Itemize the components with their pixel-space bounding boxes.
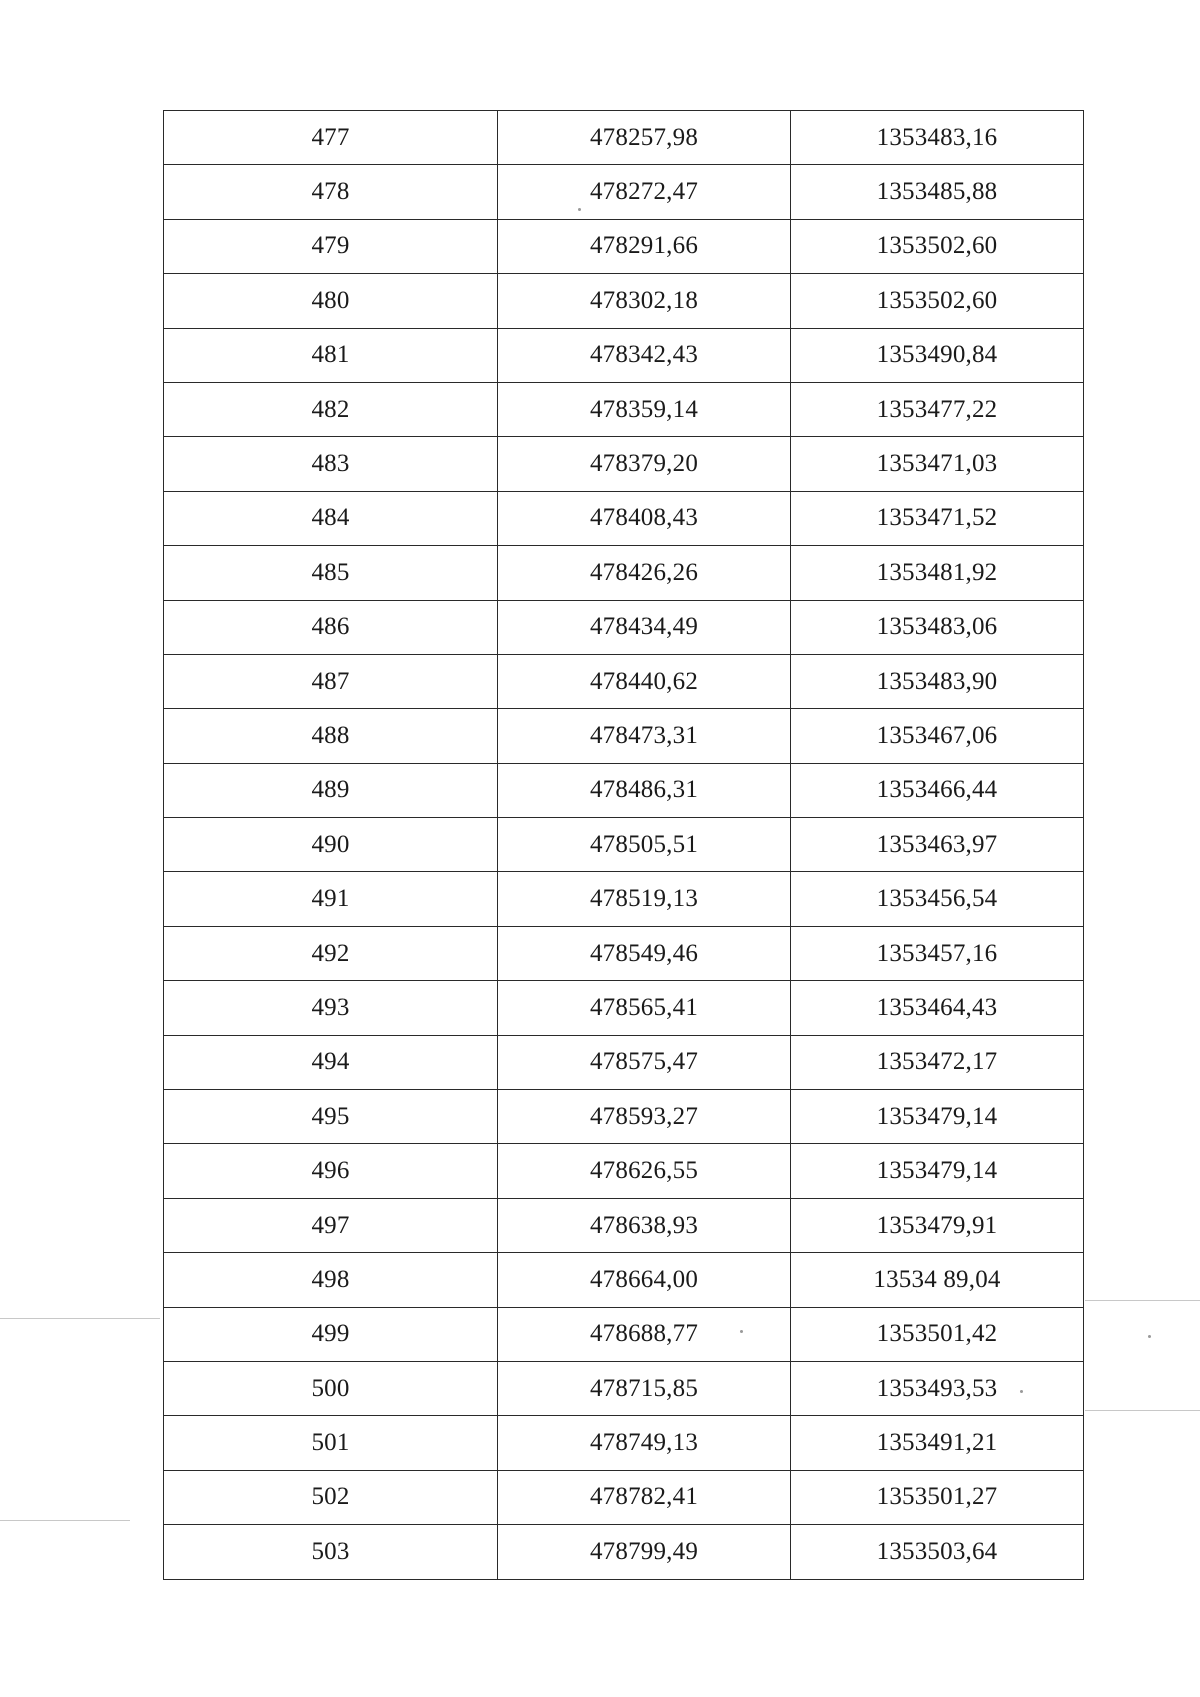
y-coordinate-cell: 1353483,06 <box>791 600 1084 654</box>
x-coordinate-cell: 478505,51 <box>498 818 791 872</box>
scan-artifact-line <box>0 1318 160 1319</box>
x-coordinate-cell: 478664,00 <box>498 1253 791 1307</box>
y-coordinate-cell: 1353479,14 <box>791 1090 1084 1144</box>
x-coordinate-cell: 478342,43 <box>498 328 791 382</box>
table-row <box>164 382 1084 436</box>
y-coordinate-cell: 1353502,60 <box>791 274 1084 328</box>
table-row <box>164 437 1084 491</box>
table-row <box>164 872 1084 926</box>
x-coordinate-cell: 478486,31 <box>498 763 791 817</box>
x-coordinate-cell: 478715,85 <box>498 1361 791 1415</box>
point-number-cell: 488 <box>164 709 498 763</box>
table-row <box>164 926 1084 980</box>
table-row <box>164 491 1084 545</box>
point-number-cell: 491 <box>164 872 498 926</box>
point-number-cell: 481 <box>164 328 498 382</box>
point-number-cell: 487 <box>164 654 498 708</box>
point-number-cell: 484 <box>164 491 498 545</box>
y-coordinate-cell: 1353479,91 <box>791 1198 1084 1252</box>
x-coordinate-cell: 478379,20 <box>498 437 791 491</box>
x-coordinate-cell: 478473,31 <box>498 709 791 763</box>
table-row <box>164 600 1084 654</box>
table-row <box>164 1090 1084 1144</box>
y-coordinate-cell: 1353503,64 <box>791 1525 1084 1579</box>
x-coordinate-cell: 478359,14 <box>498 382 791 436</box>
point-number-cell: 498 <box>164 1253 498 1307</box>
y-coordinate-cell: 1353479,14 <box>791 1144 1084 1198</box>
table-row <box>164 165 1084 219</box>
table-row <box>164 219 1084 273</box>
point-number-cell: 499 <box>164 1307 498 1361</box>
table-row <box>164 1361 1084 1415</box>
point-number-cell: 477 <box>164 111 498 165</box>
x-coordinate-cell: 478434,49 <box>498 600 791 654</box>
y-coordinate-cell: 1353477,22 <box>791 382 1084 436</box>
y-coordinate-cell: 1353493,53 <box>791 1361 1084 1415</box>
table-row <box>164 328 1084 382</box>
table-row <box>164 654 1084 708</box>
x-coordinate-cell: 478302,18 <box>498 274 791 328</box>
point-number-cell: 492 <box>164 926 498 980</box>
x-coordinate-cell: 478257,98 <box>498 111 791 165</box>
point-number-cell: 496 <box>164 1144 498 1198</box>
scan-artifact-line <box>0 1520 130 1521</box>
point-number-cell: 503 <box>164 1525 498 1579</box>
table-row <box>164 763 1084 817</box>
y-coordinate-cell: 1353456,54 <box>791 872 1084 926</box>
point-number-cell: 480 <box>164 274 498 328</box>
scan-artifact-line <box>1085 1410 1200 1411</box>
point-number-cell: 502 <box>164 1470 498 1524</box>
y-coordinate-cell: 13534 89,04 <box>791 1253 1084 1307</box>
table-row <box>164 546 1084 600</box>
table-row <box>164 818 1084 872</box>
y-coordinate-cell: 1353491,21 <box>791 1416 1084 1470</box>
point-number-cell: 493 <box>164 981 498 1035</box>
x-coordinate-cell: 478749,13 <box>498 1416 791 1470</box>
point-number-cell: 497 <box>164 1198 498 1252</box>
point-number-cell: 501 <box>164 1416 498 1470</box>
y-coordinate-cell: 1353502,60 <box>791 219 1084 273</box>
y-coordinate-cell: 1353463,97 <box>791 818 1084 872</box>
table-row <box>164 709 1084 763</box>
table-row <box>164 1198 1084 1252</box>
table-row <box>164 1253 1084 1307</box>
point-number-cell: 486 <box>164 600 498 654</box>
x-coordinate-cell: 478782,41 <box>498 1470 791 1524</box>
y-coordinate-cell: 1353457,16 <box>791 926 1084 980</box>
x-coordinate-cell: 478440,62 <box>498 654 791 708</box>
y-coordinate-cell: 1353483,16 <box>791 111 1084 165</box>
coordinates-table <box>163 110 1084 1580</box>
x-coordinate-cell: 478593,27 <box>498 1090 791 1144</box>
point-number-cell: 490 <box>164 818 498 872</box>
x-coordinate-cell: 478519,13 <box>498 872 791 926</box>
x-coordinate-cell: 478272,47 <box>498 165 791 219</box>
table-row <box>164 1035 1084 1089</box>
table-row <box>164 1416 1084 1470</box>
y-coordinate-cell: 1353467,06 <box>791 709 1084 763</box>
x-coordinate-cell: 478799,49 <box>498 1525 791 1579</box>
table-row <box>164 1307 1084 1361</box>
y-coordinate-cell: 1353464,43 <box>791 981 1084 1035</box>
point-number-cell: 483 <box>164 437 498 491</box>
y-coordinate-cell: 1353481,92 <box>791 546 1084 600</box>
coordinates-table-body <box>164 111 1084 1580</box>
y-coordinate-cell: 1353501,27 <box>791 1470 1084 1524</box>
point-number-cell: 479 <box>164 219 498 273</box>
x-coordinate-cell: 478575,47 <box>498 1035 791 1089</box>
table-row <box>164 981 1084 1035</box>
y-coordinate-cell: 1353485,88 <box>791 165 1084 219</box>
point-number-cell: 478 <box>164 165 498 219</box>
y-coordinate-cell: 1353490,84 <box>791 328 1084 382</box>
scan-artifact-line <box>1085 1300 1200 1301</box>
table-row <box>164 1470 1084 1524</box>
x-coordinate-cell: 478549,46 <box>498 926 791 980</box>
x-coordinate-cell: 478408,43 <box>498 491 791 545</box>
y-coordinate-cell: 1353471,52 <box>791 491 1084 545</box>
scan-speck <box>1148 1335 1151 1338</box>
point-number-cell: 495 <box>164 1090 498 1144</box>
y-coordinate-cell: 1353466,44 <box>791 763 1084 817</box>
x-coordinate-cell: 478565,41 <box>498 981 791 1035</box>
point-number-cell: 494 <box>164 1035 498 1089</box>
point-number-cell: 482 <box>164 382 498 436</box>
x-coordinate-cell: 478291,66 <box>498 219 791 273</box>
table-row <box>164 111 1084 165</box>
y-coordinate-cell: 1353471,03 <box>791 437 1084 491</box>
table-row <box>164 1525 1084 1579</box>
y-coordinate-cell: 1353472,17 <box>791 1035 1084 1089</box>
table-row <box>164 1144 1084 1198</box>
x-coordinate-cell: 478426,26 <box>498 546 791 600</box>
table-row <box>164 274 1084 328</box>
point-number-cell: 485 <box>164 546 498 600</box>
point-number-cell: 489 <box>164 763 498 817</box>
y-coordinate-cell: 1353483,90 <box>791 654 1084 708</box>
x-coordinate-cell: 478638,93 <box>498 1198 791 1252</box>
point-number-cell: 500 <box>164 1361 498 1415</box>
x-coordinate-cell: 478688,77 <box>498 1307 791 1361</box>
x-coordinate-cell: 478626,55 <box>498 1144 791 1198</box>
y-coordinate-cell: 1353501,42 <box>791 1307 1084 1361</box>
